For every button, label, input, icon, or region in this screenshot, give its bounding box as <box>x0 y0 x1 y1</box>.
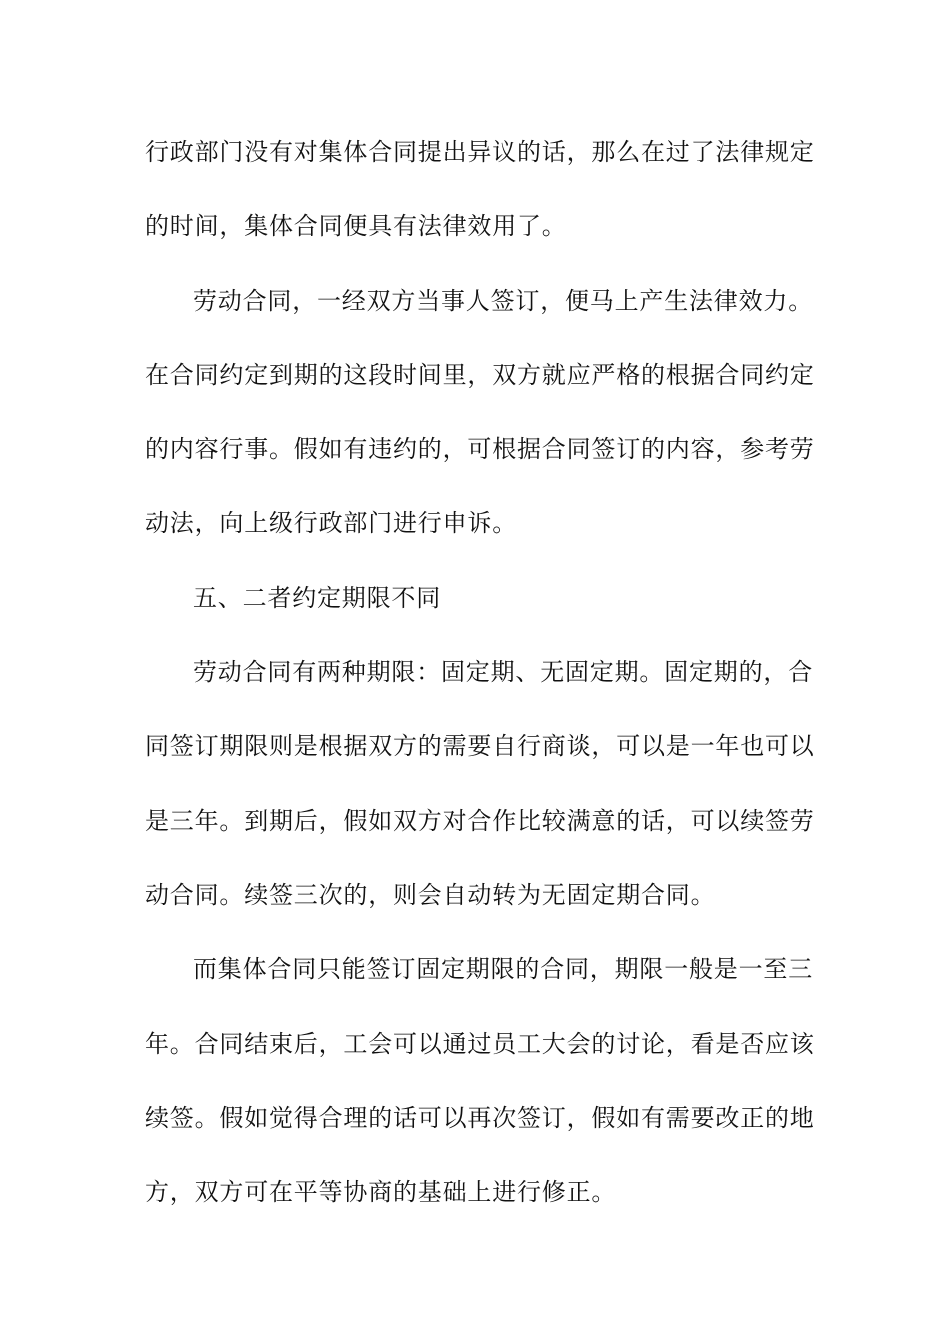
text-line: 动合同。续签三次的，则会自动转为无固定期合同。 <box>145 880 716 909</box>
text-line: 行政部门没有对集体合同提出异议的话，那么在过了法律规定 <box>145 138 815 166</box>
text-line: 同签订期限则是根据双方的需要自行商谈，可以是一年也可以 <box>145 732 815 761</box>
text-line: 的时间，集体合同便具有法律效用了。 <box>145 212 567 241</box>
section-heading: 五、二者约定期限不同 <box>193 583 441 612</box>
text-line: 续签。假如觉得合理的话可以再次签订，假如有需要改正的地 <box>145 1103 815 1132</box>
paragraph-first-line: 而集体合同只能签订固定期限的合同，期限一般是一至三 <box>193 955 813 984</box>
document-body <box>145 128 815 1242</box>
paragraph-first-line: 劳动合同，一经双方当事人签订，便马上产生法律效力。 <box>193 286 813 315</box>
text-line: 是三年。到期后，假如双方对合作比较满意的话，可以续签劳 <box>145 806 815 835</box>
text-line: 动法，向上级行政部门进行申诉。 <box>145 509 517 538</box>
text-line: 在合同约定到期的这段时间里，双方就应严格的根据合同约定 <box>145 360 815 389</box>
text-line: 的内容行事。假如有违约的，可根据合同签订的内容，参考劳 <box>145 435 815 464</box>
text-line: 年。合同结束后，工会可以通过员工大会的讨论，看是否应该 <box>145 1029 815 1058</box>
paragraph-first-line: 劳动合同有两种期限：固定期、无固定期。固定期的，合 <box>193 658 813 687</box>
text-line: 方，双方可在平等协商的基础上进行修正。 <box>145 1178 617 1207</box>
